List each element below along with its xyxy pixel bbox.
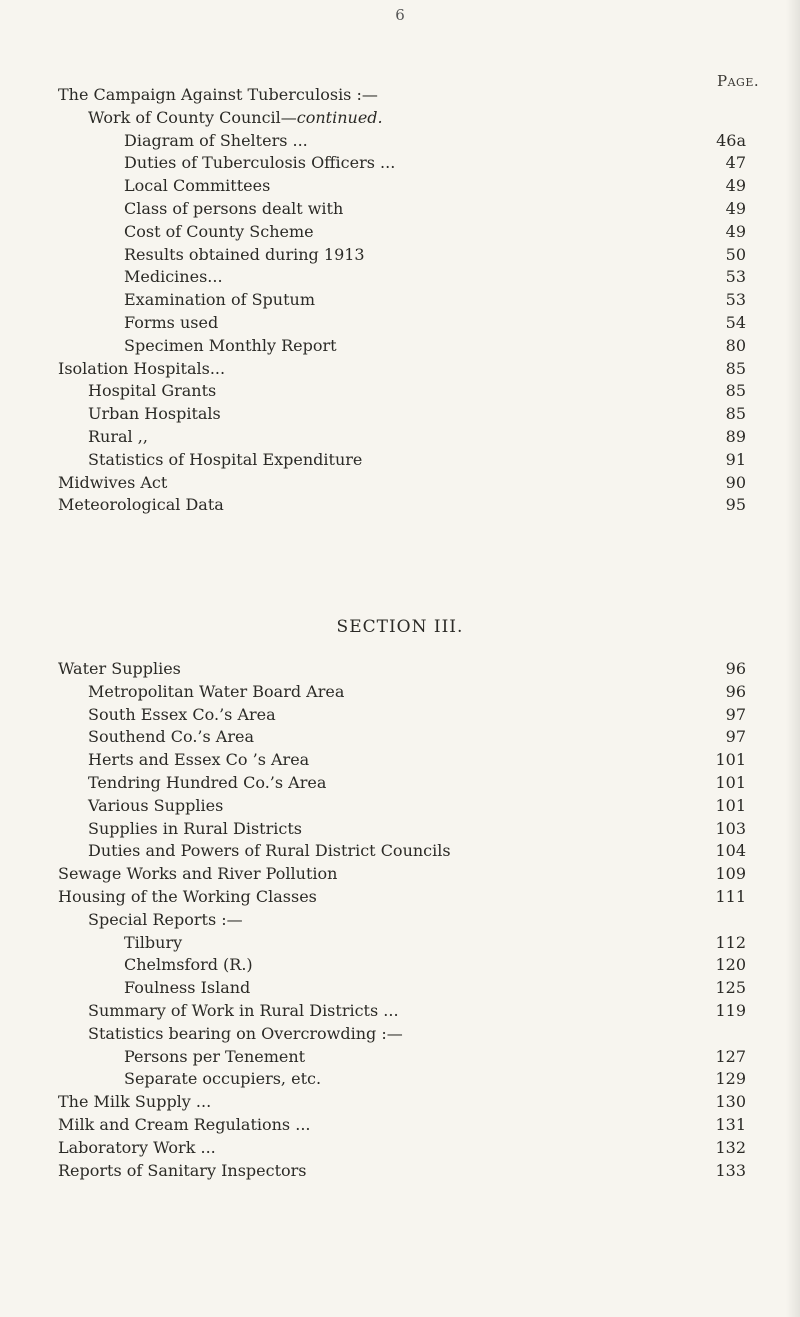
toc-entry-title: Sewage Works and River Pollution <box>58 864 338 884</box>
toc-entry-title: Milk and Cream Regulations ... <box>58 1114 311 1134</box>
toc-entry <box>58 886 798 909</box>
toc-entry <box>58 749 798 772</box>
toc-entry-page: 85 <box>725 358 746 378</box>
toc-entry-title: Urban Hospitals <box>88 404 221 424</box>
toc-entry <box>58 494 798 517</box>
toc-entry-page: 47 <box>725 153 746 173</box>
toc-entry <box>58 289 798 312</box>
toc-entry <box>58 954 798 977</box>
toc-entry <box>58 658 798 681</box>
toc-subheading <box>88 107 383 130</box>
toc-entry-page: 119 <box>715 1000 746 1020</box>
toc-entry <box>58 1114 798 1137</box>
toc-entry-title: Herts and Essex Co ’s Area <box>88 750 310 770</box>
toc-entry <box>58 772 798 795</box>
toc-entry <box>58 1091 798 1114</box>
toc-entry <box>58 380 798 403</box>
toc-entry-page: 46a <box>716 130 746 150</box>
toc-entry <box>58 426 798 449</box>
toc-entry-title: Foulness Island <box>124 978 251 998</box>
toc-entry <box>58 152 798 175</box>
page-column-heading: Page. <box>717 72 760 90</box>
toc-entry <box>58 726 798 749</box>
toc-entry-title: Midwives Act <box>58 472 168 492</box>
toc-entry-title: Southend Co.’s Area <box>88 727 255 747</box>
toc-entry-title: Cost of County Scheme <box>124 221 314 241</box>
toc-entry-page: 104 <box>715 841 746 861</box>
toc-entry-page: 49 <box>725 221 746 241</box>
toc-entry <box>58 704 798 727</box>
toc-part-one <box>58 84 798 517</box>
toc-entry <box>58 932 798 955</box>
toc-entry-title: Diagram of Shelters ... <box>124 130 308 150</box>
subheading-plain: Work of County Council— <box>88 107 297 127</box>
toc-entry-title: The Milk Supply ... <box>58 1092 212 1112</box>
toc-entry-title: Meteorological Data <box>58 495 224 515</box>
toc-entry <box>58 1023 798 1046</box>
toc-entry <box>58 1068 798 1091</box>
toc-entry <box>58 244 798 267</box>
toc-entry-page: 85 <box>725 404 746 424</box>
toc-entry-page: 103 <box>715 818 746 838</box>
toc-entry <box>58 130 798 153</box>
toc-entry-page: 120 <box>715 955 746 975</box>
toc-entry-page: 91 <box>725 449 746 469</box>
toc-entry <box>58 840 798 863</box>
toc-entry <box>58 403 798 426</box>
toc-entry-page: 97 <box>725 704 746 724</box>
toc-entry-title: Statistics bearing on Overcrowding :— <box>88 1023 403 1043</box>
toc-entry-page: 101 <box>715 772 746 792</box>
toc-entry-title: Persons per Tenement <box>124 1046 306 1066</box>
toc-entry <box>58 266 798 289</box>
toc-entry-page: 125 <box>715 978 746 998</box>
toc-entry-title: Tendring Hundred Co.’s Area <box>88 772 327 792</box>
page-edge-shadow <box>786 0 800 1317</box>
toc-entry-title: Examination of Sputum <box>124 290 315 310</box>
section-heading: SECTION III. <box>336 617 464 637</box>
toc-entry-page: 131 <box>715 1114 746 1134</box>
toc-entry <box>58 977 798 1000</box>
toc-entry-page: 130 <box>715 1092 746 1112</box>
toc-entry <box>58 358 798 381</box>
toc-entry <box>58 1137 798 1160</box>
toc-entry-title: Housing of the Working Classes <box>58 886 317 906</box>
toc-entry-page: 85 <box>725 381 746 401</box>
toc-entry-page: 133 <box>715 1160 746 1180</box>
toc-entry-title: Forms used <box>124 312 219 332</box>
toc-entry-page: 54 <box>725 312 746 332</box>
toc-entry <box>58 863 798 886</box>
toc-entry-title: Specimen Monthly Report <box>124 335 337 355</box>
toc-entry-title: Metropolitan Water Board Area <box>88 681 345 701</box>
toc-heading: The Campaign Against Tuberculosis :— <box>58 85 378 104</box>
toc-entry-title: Special Reports :— <box>88 909 243 929</box>
toc-entry-page: 112 <box>715 932 746 952</box>
toc-entry-title: Class of persons dealt with <box>124 198 344 218</box>
toc-entry-title: Separate occupiers, etc. <box>124 1069 322 1089</box>
toc-entry <box>58 472 798 495</box>
toc-list-part-two <box>58 658 798 1182</box>
toc-entry-title: Statistics of Hospital Expenditure <box>88 449 363 469</box>
toc-heading-row <box>58 84 798 107</box>
toc-entry-title: Supplies in Rural Districts <box>88 818 302 838</box>
toc-entry-page: 96 <box>725 681 746 701</box>
toc-entry <box>58 449 798 472</box>
toc-entry <box>58 1046 798 1069</box>
toc-part-two <box>58 658 798 1182</box>
toc-list-part-one <box>58 130 798 518</box>
toc-entry-title: Various Supplies <box>88 795 224 815</box>
toc-entry-title: Rural ,, <box>88 426 148 446</box>
toc-entry-page: 53 <box>725 267 746 287</box>
toc-entry <box>58 795 798 818</box>
toc-entry <box>58 1000 798 1023</box>
toc-entry-title: Duties and Powers of Rural District Councils <box>88 841 451 861</box>
toc-entry-page: 90 <box>725 472 746 492</box>
toc-entry-title: Tilbury <box>124 932 183 952</box>
toc-entry <box>58 1160 798 1183</box>
toc-entry-title: Chelmsford (R.) <box>124 955 253 975</box>
toc-entry-title: Hospital Grants <box>88 381 217 401</box>
toc-entry-title: Water Supplies <box>58 659 181 678</box>
toc-entry <box>58 335 798 358</box>
toc-entry-title: Summary of Work in Rural Districts ... <box>88 1000 399 1020</box>
toc-entry-page: 50 <box>725 244 746 264</box>
toc-entry-page: 49 <box>725 198 746 218</box>
toc-entry-page: 127 <box>715 1046 746 1066</box>
toc-entry-page: 95 <box>725 495 746 515</box>
toc-entry <box>58 818 798 841</box>
toc-entry-page: 132 <box>715 1137 746 1157</box>
toc-entry-page: 101 <box>715 795 746 815</box>
toc-entry <box>58 909 798 932</box>
toc-entry-page: 89 <box>725 426 746 446</box>
page-number: 6 <box>395 6 405 24</box>
toc-entry-page: 80 <box>725 335 746 355</box>
subheading-italic: continued. <box>296 107 383 127</box>
toc-entry-title: Reports of Sanitary Inspectors <box>58 1160 307 1180</box>
toc-entry-page: 53 <box>725 290 746 310</box>
toc-entry-page: 101 <box>715 750 746 770</box>
toc-entry <box>58 221 798 244</box>
toc-entry-page: 129 <box>715 1069 746 1089</box>
toc-entry-page: 109 <box>715 864 746 884</box>
toc-entry-title: South Essex Co.’s Area <box>88 704 276 724</box>
toc-entry-title: Isolation Hospitals... <box>58 358 226 378</box>
toc-entry <box>58 312 798 335</box>
toc-entry-title: Medicines... <box>124 267 223 287</box>
toc-entry <box>58 681 798 704</box>
toc-entry-title: Laboratory Work ... <box>58 1137 216 1157</box>
toc-entry-title: Local Committees <box>124 176 271 196</box>
toc-entry-title: Duties of Tuberculosis Officers ... <box>124 153 396 173</box>
toc-entry-page: 49 <box>725 176 746 196</box>
toc-entry-page: 96 <box>725 659 746 678</box>
toc-entry <box>58 175 798 198</box>
toc-subheading-row <box>58 107 798 130</box>
toc-entry-title: Results obtained during 1913 <box>124 244 365 264</box>
toc-entry-page: 111 <box>715 886 746 906</box>
toc-entry-page: 97 <box>725 727 746 747</box>
toc-entry <box>58 198 798 221</box>
